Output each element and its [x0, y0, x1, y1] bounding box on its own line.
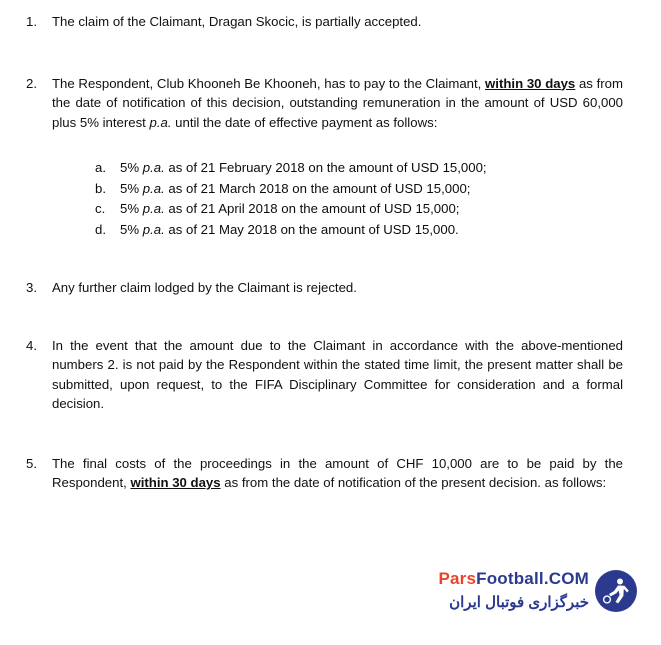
text-segment: as of 21 February 2018 on the amount of USD 15,000; [164, 160, 487, 175]
list-item [26, 12, 623, 32]
watermark-subtitle: خبرگزاری فوتبال ایران [449, 594, 589, 611]
text-segment-italic: p.a. [142, 201, 165, 216]
sub-item-body [120, 220, 623, 241]
text-segment: Any further claim lodged by the Claimant is rejected. [52, 280, 357, 295]
text-segment-italic: p.a. [142, 160, 165, 175]
list-item-body [52, 74, 623, 133]
list-item-body [52, 454, 623, 493]
list-item [26, 74, 623, 133]
sub-item-label: d. [95, 221, 106, 237]
text-segment: In the event that the amount due to the Claimant in accordance with the above-mentioned numbers 2. is not paid by the Respondent within the stated time limit, the present matter shall be submitted, upon request, to the FIFA Disciplinary Committee for consideration and a formal decision. [52, 337, 623, 411]
list-item-body [52, 278, 623, 298]
list-item [26, 278, 623, 298]
sub-item-label: c. [95, 201, 106, 216]
text-segment: until the date of effective payment as follows: [171, 114, 438, 130]
sub-item-body [120, 158, 623, 179]
text-segment-italic: p.a. [142, 221, 165, 237]
list-item [95, 158, 623, 179]
watermark [427, 569, 637, 627]
sub-item-label: a. [95, 160, 106, 175]
text-segment-italic: p.a. [142, 180, 165, 196]
list-item [26, 454, 623, 493]
text-segment-italic: p.a. [149, 114, 172, 130]
text-segment: The final costs of the proceedings in the amount of CHF 10,000 are to be paid by the Respondent, [52, 455, 623, 490]
list-item-number: 4. [26, 337, 37, 353]
text-segment: The Respondent, Club Khooneh Be Khooneh, has to pay to the Claimant, [52, 75, 486, 91]
soccer-player-icon [595, 570, 637, 612]
sub-list [95, 158, 623, 240]
list-item-number: 5. [26, 455, 37, 471]
text-segment: 5% [120, 180, 143, 196]
sub-item-body [120, 199, 623, 220]
sub-item-body [120, 179, 623, 200]
list-item [95, 220, 623, 241]
text-segment: as from the date of notification of this decision, outstanding remuneration in the amount of USD 60,000 plus 5% interest [52, 75, 623, 130]
text-segment: 5% [120, 221, 143, 237]
text-segment: as of 21 March 2018 on the amount of USD 15,000; [164, 180, 471, 196]
watermark-brand-pars: Pars [438, 569, 477, 588]
text-segment-emphasis: within 30 days [485, 75, 576, 91]
list-item [26, 336, 623, 414]
text-segment: as from the date of notification of the present decision. as follows: [220, 475, 607, 490]
text-segment: as of 21 April 2018 on the amount of USD 15,000; [164, 201, 460, 216]
list-item-number: 3. [26, 280, 37, 295]
watermark-brand-football: Football [476, 569, 544, 588]
watermark-row [427, 569, 637, 613]
text-segment-emphasis: within 30 days [130, 475, 221, 490]
list-item [95, 199, 623, 220]
list-item-body [52, 336, 623, 414]
text-segment: 5% [120, 160, 143, 175]
watermark-text [438, 569, 589, 613]
list-item-number: 1. [26, 14, 37, 29]
list-item-body [52, 12, 623, 32]
watermark-brand-com: .COM [543, 569, 589, 588]
watermark-brand [438, 569, 589, 589]
text-segment: as of 21 May 2018 on the amount of USD 15,000. [164, 221, 459, 237]
text-segment: 5% [120, 201, 143, 216]
list-item-number: 2. [26, 75, 37, 91]
text-segment: The claim of the Claimant, Dragan Skocic, is partially accepted. [52, 14, 422, 29]
list-item [95, 179, 623, 200]
sub-item-label: b. [95, 180, 106, 196]
